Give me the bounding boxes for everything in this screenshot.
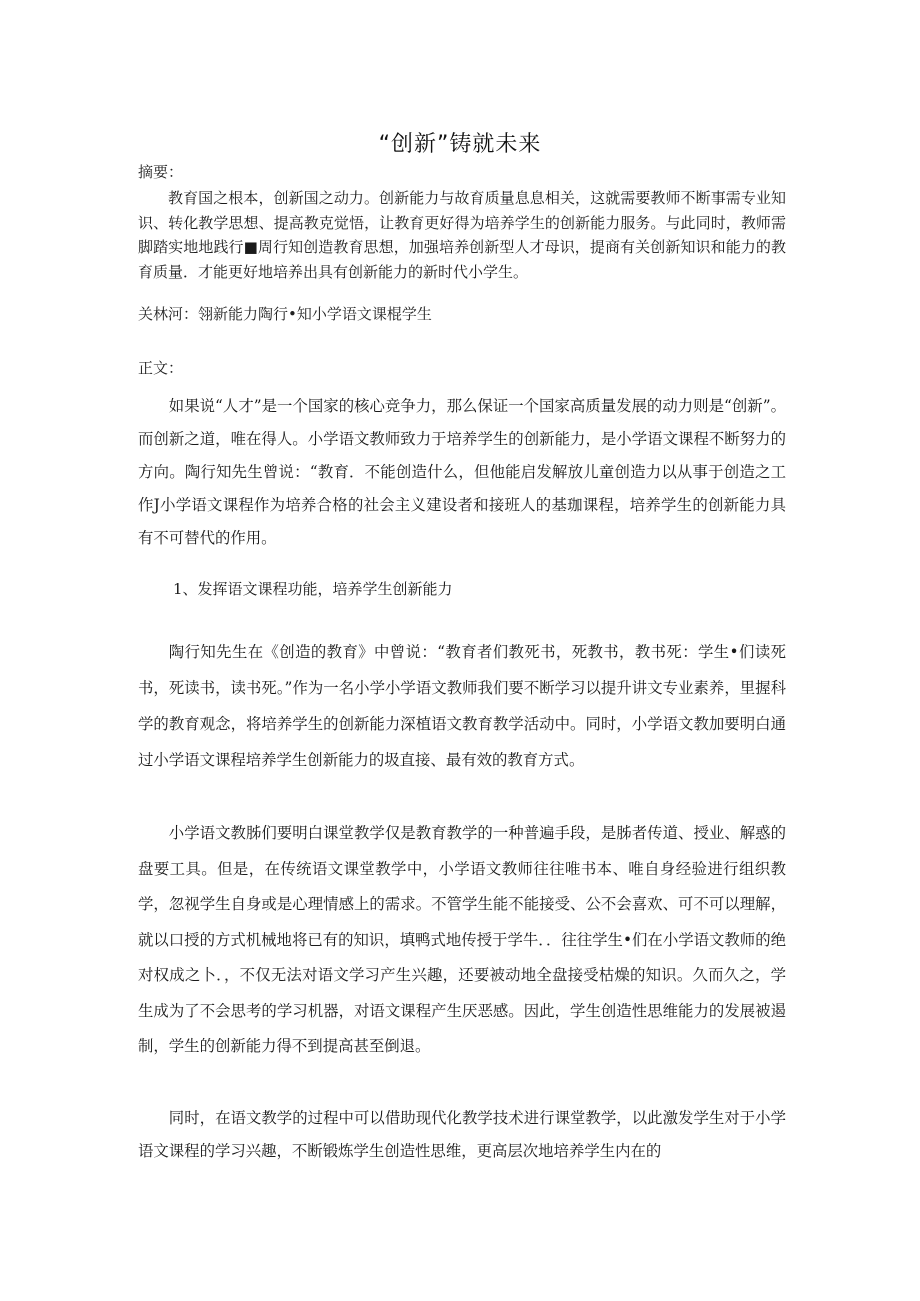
abstract-paragraph: 教育国之根本，创新国之动力。创新能力与故育质量息息相关，这就需要教师不断事需专业知识、转化教学思想、提高教克觉悟，让教育更好得为培养学生的创新能力服务。与此同时，教师需脚踏实地地践行■周行知创造教育思想，加强培养创新型人才母识，提商有关创新知识和能力的教育质量．才能更好地培养出具有创新能力的新时代小学生。	[138, 189, 786, 281]
body-paragraph-3: 小学语文教胏们要明白课堂教学仅是教育教学的一种普遍手段，是胏者传道、授业、解惑的盘要工具。但是，在传统语文课堂教学中，小学语文教师往往唯书本、唯自身经验进行组织教学，忽视学生自身或是心理情感上的需求。不管学生能不能接受、公不会喜欢、可不可以理解，就以口授的方式机械地将已有的知识，填鸭式地传授于学牛．．往往学生•们在小学语文教师的绝对权成之卜．，不仅无法对语文学习产生兴趣，还要被动地全盘接受枯燥的知识。久而久之，学生成为了不会思考的学习机器，对语文课程产生厌恶感。因此，学生创造性思维能力的发展被遏制，学生的创新能力得不到提高甚至倒退。	[138, 824, 786, 1055]
body-paragraph-2: 陶行知先生在《创造的教育》中曾说：“教育者们教死书，死教书，教书死：学生•们读死书，死读书，读书死。”作为一名小学小学语文教师我们要不断学习以提升讲文专业素养，里握科学的教育观念，将培养学生的创新能力深植语文教育教学活动中。同时，小学语文教加要明白通过小学语文课程培养学生创新能力的圾直接、最有效的教育方式。	[138, 643, 786, 769]
body-paragraph-4: 同时，在语文教学的过程中可以借助现代化教学技术进行课堂教学，以此激发学生对于小学语文课程的学习兴趣，不断锻炼学生创造性思维，更高层次地培养学生内在的	[138, 1109, 786, 1160]
body-label: 正文：	[138, 359, 184, 377]
body-paragraph-1: 如果说“人才”是一个国家的核心竞争力，那么保证一个国家高质量发展的动力则是“创新”。而创新之道，唯在得人。小学语文教师致力于培养学生的创新能力，是小学语文课程不断努力的方向。陶行知先生曾说：“教育．不能创造什么，但他能启发解放儿童创造力以从事于创造之工作J小学语文课程作为培养合格的社会主义建设者和接班人的基珈课程，培养学生的创新能力具有不可替代的作用。	[138, 397, 786, 547]
section-heading-1: 1、发挥语文课程功能，培养学生创新能力	[173, 580, 453, 598]
abstract-label: 摘要：	[138, 163, 184, 181]
keywords-line: 关林河：翎新能力陶行•知小学语文课棍学生	[138, 305, 432, 323]
document-title: “创新”铸就未来	[378, 132, 542, 157]
